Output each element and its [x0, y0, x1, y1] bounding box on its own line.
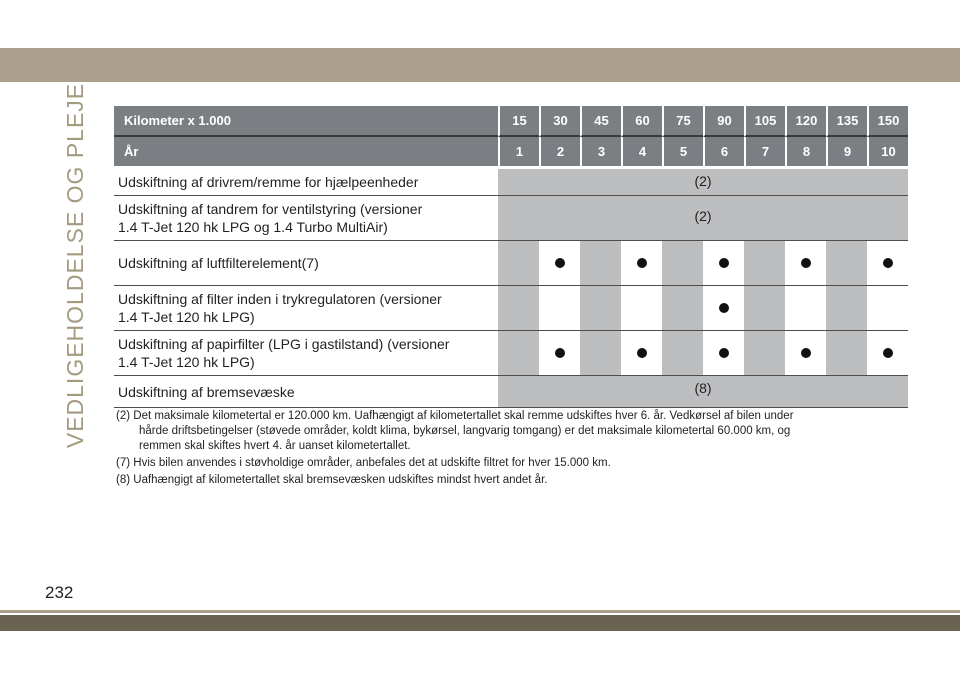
interval-cell — [539, 286, 580, 331]
interval-cell — [744, 331, 785, 376]
table-row — [114, 376, 908, 408]
interval-cell — [498, 331, 539, 376]
section-title-text: VEDLIGEHOLDELSE OG PLEJE — [62, 82, 89, 448]
interval-cell — [785, 331, 826, 376]
interval-note-cell: (2) — [498, 196, 908, 241]
year-header-cell: 10 — [867, 137, 908, 169]
interval-cell — [867, 286, 908, 331]
service-dot-icon — [637, 258, 647, 268]
km-header-cell: 135 — [826, 106, 867, 137]
row-label — [114, 331, 498, 376]
km-header-cell: 75 — [662, 106, 703, 137]
interval-cell — [703, 286, 744, 331]
table-row — [114, 331, 908, 376]
year-header-cell: 4 — [621, 137, 662, 169]
row-label-line: 1.4 T-Jet 120 hk LPG) — [118, 309, 255, 325]
interval-cell — [826, 331, 867, 376]
interval-cell — [580, 286, 621, 331]
interval-cell — [662, 331, 703, 376]
interval-cell — [662, 241, 703, 286]
km-header-cell: 150 — [867, 106, 908, 137]
service-dot-icon — [801, 258, 811, 268]
table-row — [114, 196, 908, 241]
service-dot-icon — [555, 348, 565, 358]
interval-note-cell: (2) — [498, 169, 908, 196]
km-header-row — [114, 106, 908, 137]
year-header-cell: 8 — [785, 137, 826, 169]
interval-cell — [785, 241, 826, 286]
year-header-cell: 1 — [498, 137, 539, 169]
footnote-number: (2) — [116, 410, 131, 422]
footnote — [116, 456, 906, 471]
interval-cell — [580, 331, 621, 376]
row-label: Udskiftning af luftfilterelement(7) — [114, 241, 498, 286]
footnotes — [116, 409, 906, 490]
service-dot-icon — [801, 348, 811, 358]
footnote-text: Det maksimale kilometertal er 120.000 km. Uafhængigt af kilometertallet skal remme udskiftes hver 6. år. Vedkørsel af bilen under — [133, 410, 794, 422]
row-label — [114, 196, 498, 241]
interval-cell — [580, 241, 621, 286]
service-dot-icon — [719, 348, 729, 358]
km-header-cell: 120 — [785, 106, 826, 137]
km-header-cell: 90 — [703, 106, 744, 137]
year-header-row — [114, 137, 908, 169]
km-header-cell: 60 — [621, 106, 662, 137]
interval-cell — [826, 286, 867, 331]
page-number: 232 — [45, 583, 74, 602]
interval-cell — [867, 241, 908, 286]
footnote — [116, 473, 906, 488]
table-row — [114, 286, 908, 331]
footnote-number: (7) — [116, 457, 131, 469]
interval-note-cell: (8) — [498, 376, 908, 408]
interval-cell — [539, 331, 580, 376]
maintenance-schedule-table — [114, 106, 908, 408]
km-header-cell: 45 — [580, 106, 621, 137]
year-header-cell: 5 — [662, 137, 703, 169]
year-header-cell: 3 — [580, 137, 621, 169]
interval-cell — [867, 331, 908, 376]
interval-cell — [498, 286, 539, 331]
interval-cell — [744, 241, 785, 286]
row-label: Udskiftning af drivrem/remme for hjælpeenheder — [114, 169, 498, 196]
footnote — [116, 409, 906, 454]
row-label-line: 1.4 T-Jet 120 hk LPG og 1.4 Turbo MultiAir) — [118, 219, 388, 235]
year-header-cell: 9 — [826, 137, 867, 169]
year-header-label: År — [114, 137, 498, 169]
table-row — [114, 241, 908, 286]
row-label-line: Udskiftning af papirfilter (LPG i gastilstand) (versioner — [118, 336, 450, 352]
service-dot-icon — [637, 348, 647, 358]
footnote-number: (8) — [116, 474, 131, 486]
service-dot-icon — [719, 303, 729, 313]
footer-band — [0, 615, 960, 631]
footnote-text: Uafhængigt af kilometertallet skal bremsevæsken udskiftes mindst hvert andet år. — [133, 474, 548, 486]
interval-cell — [621, 286, 662, 331]
table-row — [114, 169, 908, 196]
footnote-text: hårde driftsbetingelser (støvede områder, koldt klima, bykørsel, langvarig tomgang) er det maksimale kilometertal 60.000 km, og — [139, 425, 791, 437]
km-header-cell: 30 — [539, 106, 580, 137]
interval-cell — [826, 241, 867, 286]
service-dot-icon — [555, 258, 565, 268]
interval-cell — [539, 241, 580, 286]
year-header-cell: 6 — [703, 137, 744, 169]
section-title — [56, 82, 96, 448]
footnote-text: remmen skal skiftes hvert 4. år uanset kilometertallet. — [139, 440, 411, 452]
row-label-line: Udskiftning af filter inden i trykregulatoren (versioner — [118, 291, 442, 307]
interval-cell — [621, 241, 662, 286]
footnote-text: Hvis bilen anvendes i støvholdige områder, anbefales det at udskifte filtret for hver 15.000 km. — [133, 457, 611, 469]
service-dot-icon — [883, 258, 893, 268]
interval-cell — [703, 331, 744, 376]
year-header-cell: 2 — [539, 137, 580, 169]
interval-cell — [744, 286, 785, 331]
row-label-line: Udskiftning af tandrem for ventilstyring (versioner — [118, 201, 423, 217]
service-dot-icon — [719, 258, 729, 268]
year-header-cell: 7 — [744, 137, 785, 169]
km-header-cell: 15 — [498, 106, 539, 137]
interval-cell — [498, 241, 539, 286]
header-band — [0, 48, 960, 82]
interval-cell — [621, 331, 662, 376]
row-label — [114, 286, 498, 331]
km-header-label: Kilometer x 1.000 — [114, 106, 498, 137]
km-header-cell: 105 — [744, 106, 785, 137]
row-label-line: 1.4 T-Jet 120 hk LPG) — [118, 354, 255, 370]
footer-line — [0, 610, 960, 613]
interval-cell — [703, 241, 744, 286]
row-label: Udskiftning af bremsevæske — [114, 376, 498, 408]
interval-cell — [785, 286, 826, 331]
interval-cell — [662, 286, 703, 331]
service-dot-icon — [883, 348, 893, 358]
